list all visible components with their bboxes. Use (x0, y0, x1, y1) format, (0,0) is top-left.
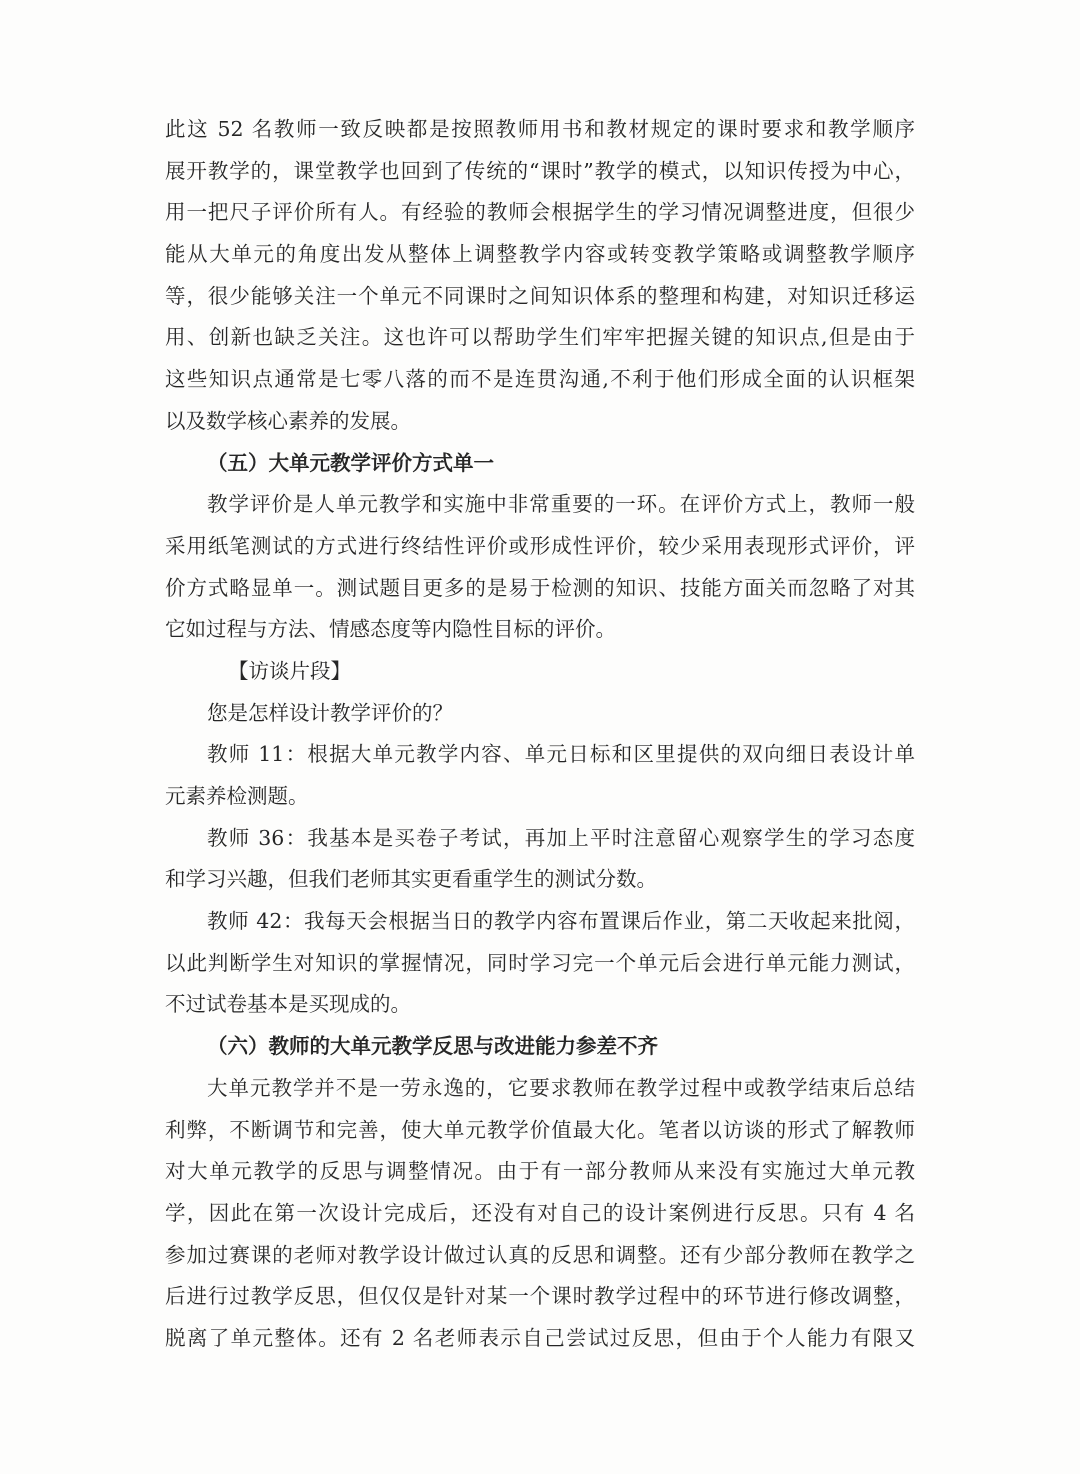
document-page (165, 109, 915, 1360)
interview-answer (165, 901, 915, 1026)
text-line: 教师 36：我基本是买卷子考试，再加上平时注意留心观察学生的学习态度 (207, 825, 915, 850)
text-line: 教师 42：我每天会根据当日的教学内容布置课后作业，第二天收起来批阅， (207, 909, 915, 934)
text-line: 利弊，不断调节和完善，使大单元教学价值最大化。笔者以访谈的形式了解教师 (165, 1117, 915, 1142)
text-line: 展开教学的，课堂教学也回到了传统的“课时”教学的模式，以知识传授为中心， (165, 158, 915, 183)
section-heading: （五）大单元教学评价方式单一 (207, 450, 494, 475)
section-heading: （六）教师的大单元教学反思与改进能力参差不齐 (207, 1034, 658, 1059)
paragraph (165, 1068, 915, 1360)
paragraph (165, 109, 915, 443)
text-line: 等，很少能够关注一个单元不同课时之间知识体系的整理和构建，对知识迁移运 (165, 283, 915, 308)
text-line: 教师 11：根据大单元教学内容、单元日标和区里提供的双向细日表设计单 (207, 742, 915, 767)
text-line: 元素养检测题。 (165, 784, 309, 808)
text-line: 用一把尺子评价所有人。有经验的教师会根据学生的学习情况调整进度，但很少 (165, 200, 915, 225)
text-line: 后进行过教学反思，但仅仅是针对某一个课时教学过程中的环节进行修改调整， (165, 1284, 915, 1309)
text-line: 以此判断学生对知识的掌握情况，同时学习完一个单元后会进行单元能力测试， (165, 950, 915, 975)
paragraph (165, 484, 915, 651)
text-line: 采用纸笔测试的方式进行终结性评价或形成性评价，较少采用表现形式评价，评 (165, 533, 915, 558)
text-line: 对大单元教学的反思与调整情况。由于有一部分教师从来没有实施过大单元教 (165, 1159, 915, 1184)
text-line: 价方式略显单一。测试题目更多的是易于检测的知识、技能方面关而忽略了对其 (165, 575, 915, 600)
interview-answer (165, 734, 915, 817)
text-line: 这些知识点通常是七零八落的而不是连贯沟通,不利于他们形成全面的认识框架 (165, 367, 915, 392)
text-line: 不过试卷基本是买现成的。 (165, 992, 411, 1017)
text-line: 脱离了单元整体。还有 2 名老师表示自己尝试过反思，但由于个人能力有限又 (165, 1325, 915, 1350)
text-line: 大单元教学并不是一劳永逸的，它要求教师在教学过程中或教学结束后总结 (207, 1075, 915, 1100)
interview-answer (165, 818, 915, 901)
text-line: 和学习兴趣，但我们老师其实更看重学生的测试分数。 (165, 867, 657, 892)
text-line: 参加过赛课的老师对教学设计做过认真的反思和调整。还有少部分教师在教学之 (165, 1242, 915, 1267)
interview-excerpt (165, 651, 915, 1026)
text-line: 教学评价是人单元教学和实施中非常重要的一环。在评价方式上，教师一般 (207, 492, 915, 517)
text-line: 用、创新也缺乏关注。这也许可以帮助学生们牢牢把握关键的知识点,但是由于 (165, 325, 915, 350)
text-line: 以及数学核心素养的发展。 (165, 408, 411, 433)
text-line: 此这 52 名教师一致反映都是按照教师用书和教材规定的课时要求和教学顺序 (165, 117, 915, 141)
text-line: 能从大单元的角度出发从整体上调整教学内容或转变教学策略或调整教学顺序 (165, 242, 915, 267)
text-line: 学，因此在第一次设计完成后，还没有对自己的设计案例进行反思。只有 4 名 (165, 1200, 915, 1225)
text-line: 它如过程与方法、情感态度等内隐性目标的评价。 (165, 617, 616, 642)
interview-label: 【访谈片段】 (228, 658, 351, 683)
interview-question: 您是怎样设计教学评价的？ (207, 700, 453, 725)
